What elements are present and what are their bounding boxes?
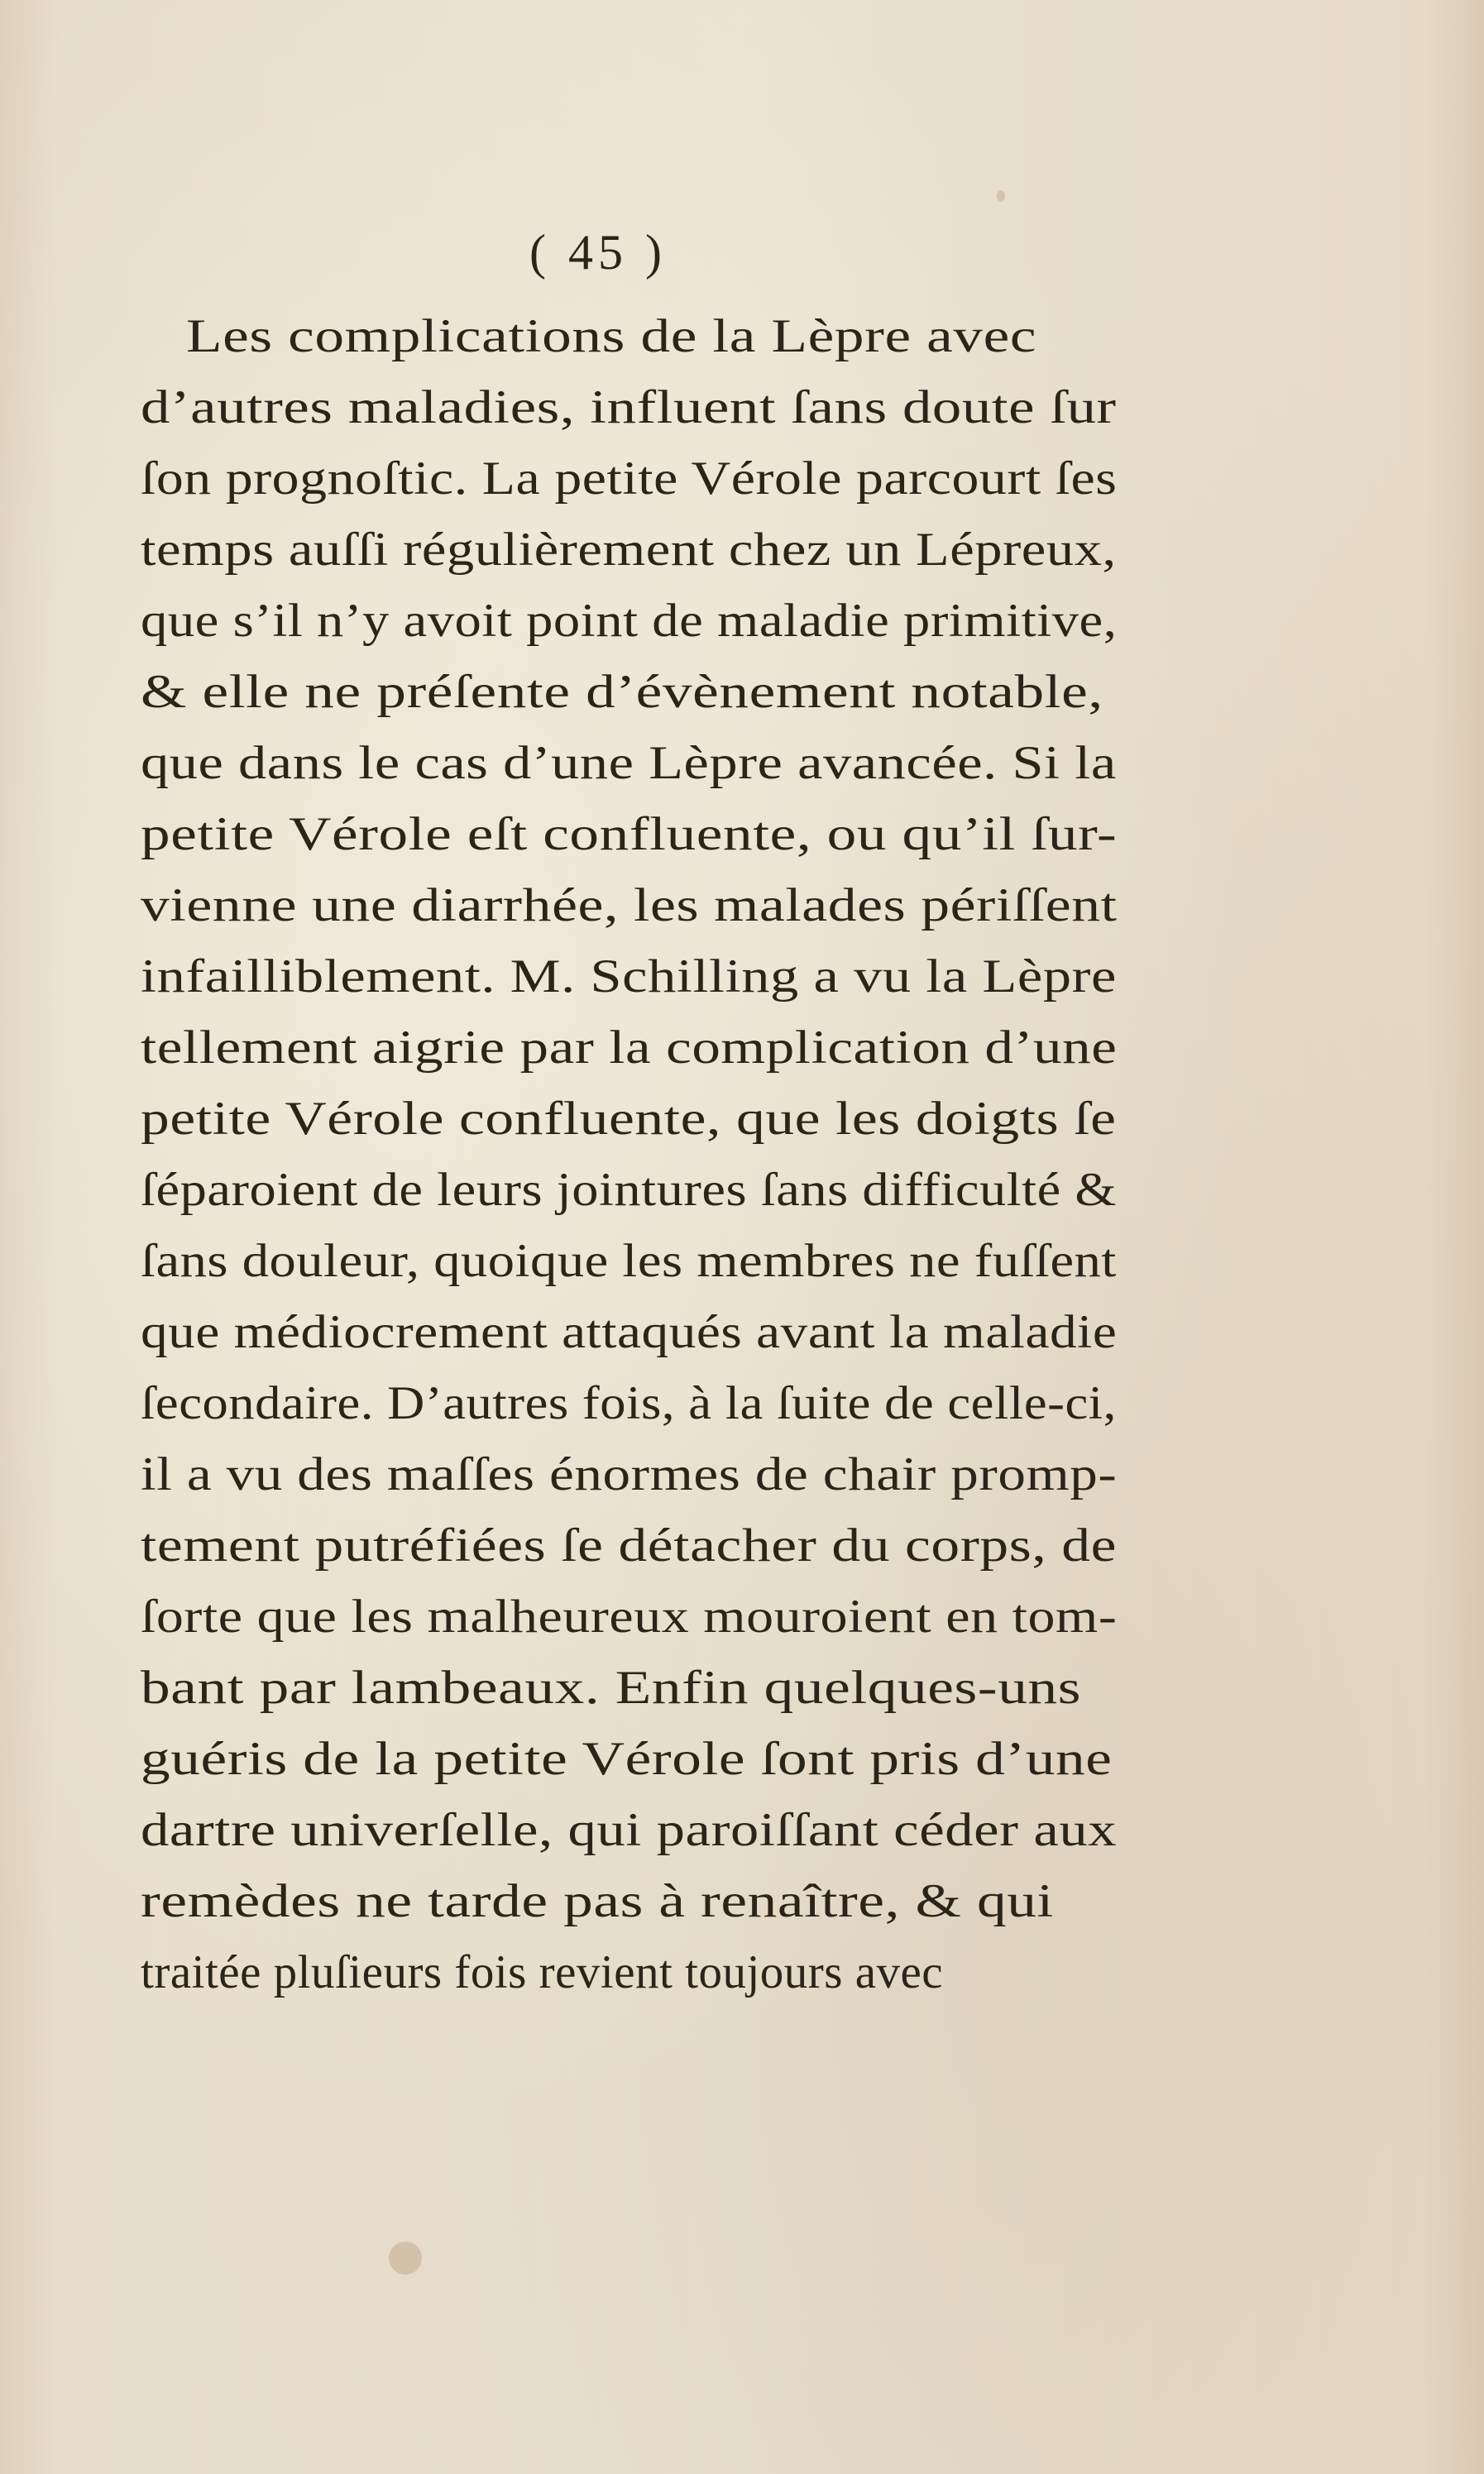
text-line: traitée pluſieurs fois revient toujours avec [141, 1946, 944, 1998]
text-line: Les complications de la Lèpre avec [186, 310, 1037, 362]
text-line: bant par lambeaux. Enfin quelques-uns [141, 1662, 1082, 1714]
text-line: vienne une diarrhée, les malades périſſent [141, 879, 1118, 931]
text-line: ſans douleur, quoique les membres ne fuſſent [141, 1235, 1117, 1287]
text-line: petite Vérole confluente, que les doigts ſe [141, 1093, 1117, 1145]
text-line: ſecondaire. D’autres fois, à la ſuite de celle-ci, [141, 1377, 1117, 1429]
text-line: d’autres maladies, influent ſans doute ſur [141, 381, 1117, 433]
text-line: que médiocrement attaqués avant la maladie [141, 1306, 1118, 1358]
text-line: ſéparoient de leurs jointures ſans difficulté & [141, 1164, 1118, 1216]
text-line: tellement aigrie par la complication d’une [141, 1022, 1118, 1074]
text-line: temps auſſi régulièrement chez un Lépreux, [141, 524, 1117, 576]
page-number: ( 45 ) [529, 225, 667, 280]
text-line: que dans le cas d’une Lèpre avancée. Si la [141, 737, 1117, 789]
text-line: petite Vérole eſt confluente, ou qu’il ſur- [141, 808, 1118, 860]
text-line: guéris de la petite Vérole ſont pris d’une [141, 1733, 1113, 1785]
text-line: tement putréfiées ſe détacher du corps, de [141, 1519, 1118, 1572]
paper-stain [997, 190, 1005, 202]
text-line: dartre univerſelle, qui paroiſſant céder aux [141, 1804, 1118, 1856]
text-line: que s’il n’y avoit point de maladie primitive, [141, 595, 1118, 647]
text-line: il a vu des maſſes énormes de chair promp- [141, 1448, 1118, 1500]
text-line: remèdes ne tarde pas à renaître, & qui [141, 1875, 1054, 1927]
paper-stain [389, 2242, 422, 2275]
text-line: ſorte que les malheureux mouroient en tom- [141, 1591, 1118, 1643]
text-line: infailliblement. M. Schilling a vu la Lèpre [141, 950, 1117, 1003]
text-line: ſon prognoſtic. La petite Vérole parcourt ſes [141, 452, 1118, 505]
text-line: & elle ne préſente d’évènement notable, [141, 666, 1103, 718]
